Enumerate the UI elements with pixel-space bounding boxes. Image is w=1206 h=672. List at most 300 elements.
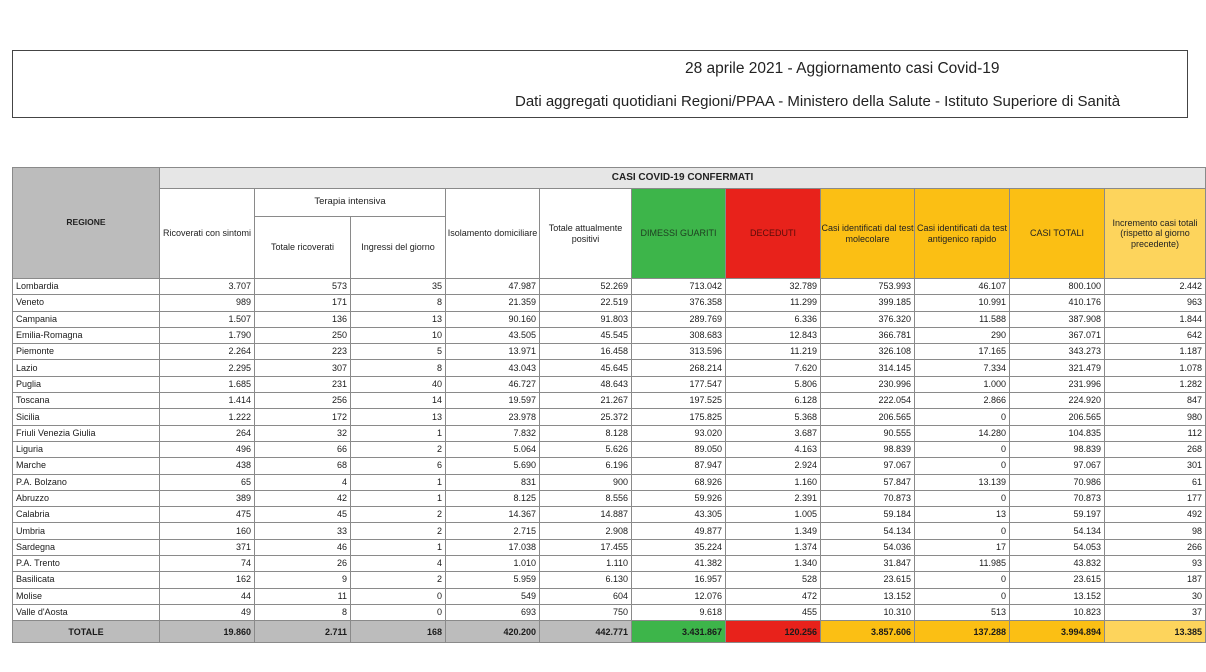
data-cell: 14.280 — [915, 425, 1010, 441]
data-cell: 0 — [915, 572, 1010, 588]
data-cell: 87.947 — [632, 458, 726, 474]
data-cell: 1 — [351, 425, 446, 441]
data-cell: 21.267 — [540, 393, 632, 409]
table-row — [13, 327, 1206, 343]
column-header-ricoverati: Ricoverati con sintomi — [160, 189, 255, 279]
table-row — [13, 409, 1206, 425]
region-cell: Basilicata — [13, 572, 160, 588]
data-cell: 17.038 — [446, 539, 540, 555]
region-cell: Veneto — [13, 295, 160, 311]
data-cell: 268.214 — [632, 360, 726, 376]
data-cell: 0 — [351, 588, 446, 604]
data-cell: 175.825 — [632, 409, 726, 425]
data-cell: 3.707 — [160, 279, 255, 295]
region-cell: Puglia — [13, 376, 160, 392]
data-cell: 2.715 — [446, 523, 540, 539]
data-cell: 46.727 — [446, 376, 540, 392]
data-cell: 93 — [1105, 556, 1206, 572]
data-cell: 1.110 — [540, 556, 632, 572]
data-cell: 223 — [255, 344, 351, 360]
data-cell: 13 — [915, 507, 1010, 523]
data-cell: 13.139 — [915, 474, 1010, 490]
data-cell: 32.789 — [726, 279, 821, 295]
column-header-test-antigenico: Casi identificati da test antigenico rapido — [915, 189, 1010, 279]
data-cell: 160 — [160, 523, 255, 539]
data-cell: 13.152 — [1010, 588, 1105, 604]
region-cell: Abruzzo — [13, 490, 160, 506]
data-cell: 171 — [255, 295, 351, 311]
total-cell: 168 — [351, 621, 446, 643]
table-row — [13, 295, 1206, 311]
data-cell: 268 — [1105, 441, 1206, 457]
column-header-dimessi-guariti: DIMESSI GUARITI — [632, 189, 726, 279]
data-cell: 35 — [351, 279, 446, 295]
table-row — [13, 311, 1206, 327]
total-label: TOTALE — [13, 621, 160, 643]
data-cell: 367.071 — [1010, 327, 1105, 343]
data-cell: 17.455 — [540, 539, 632, 555]
data-cell: 11.299 — [726, 295, 821, 311]
data-cell: 31.847 — [821, 556, 915, 572]
data-cell: 387.908 — [1010, 311, 1105, 327]
data-cell: 22.519 — [540, 295, 632, 311]
data-cell: 301 — [1105, 458, 1206, 474]
data-cell: 642 — [1105, 327, 1206, 343]
data-cell: 1.507 — [160, 311, 255, 327]
data-cell: 37 — [1105, 604, 1206, 620]
data-cell: 1.374 — [726, 539, 821, 555]
region-cell: Friuli Venezia Giulia — [13, 425, 160, 441]
data-cell: 70.873 — [1010, 490, 1105, 506]
data-cell: 5.064 — [446, 441, 540, 457]
data-cell: 573 — [255, 279, 351, 295]
data-cell: 98.839 — [821, 441, 915, 457]
data-cell: 3.687 — [726, 425, 821, 441]
data-cell: 1.349 — [726, 523, 821, 539]
data-cell: 9.618 — [632, 604, 726, 620]
column-header-totale-ricoverati: Totale ricoverati — [255, 217, 351, 279]
table-row — [13, 490, 1206, 506]
data-cell: 1 — [351, 539, 446, 555]
data-cell: 256 — [255, 393, 351, 409]
data-cell: 1.000 — [915, 376, 1010, 392]
data-cell: 604 — [540, 588, 632, 604]
region-cell: Liguria — [13, 441, 160, 457]
data-cell: 222.054 — [821, 393, 915, 409]
data-cell: 97.067 — [1010, 458, 1105, 474]
data-cell: 11.219 — [726, 344, 821, 360]
data-cell: 68 — [255, 458, 351, 474]
total-cell: 3.857.606 — [821, 621, 915, 643]
region-cell: Calabria — [13, 507, 160, 523]
data-cell: 59.926 — [632, 490, 726, 506]
data-cell: 13 — [351, 409, 446, 425]
total-cell: 13.385 — [1105, 621, 1206, 643]
data-cell: 90.160 — [446, 311, 540, 327]
data-cell: 89.050 — [632, 441, 726, 457]
data-cell: 11.588 — [915, 311, 1010, 327]
data-cell: 65 — [160, 474, 255, 490]
data-cell: 713.042 — [632, 279, 726, 295]
data-cell: 1.685 — [160, 376, 255, 392]
data-cell: 1.282 — [1105, 376, 1206, 392]
data-cell: 0 — [915, 490, 1010, 506]
terapia-intensiva-header: Terapia intensiva — [255, 189, 446, 217]
data-cell: 5 — [351, 344, 446, 360]
data-cell: 8 — [351, 295, 446, 311]
data-cell: 23.615 — [1010, 572, 1105, 588]
data-cell: 49.877 — [632, 523, 726, 539]
region-cell: Lombardia — [13, 279, 160, 295]
data-cell: 46.107 — [915, 279, 1010, 295]
data-cell: 30 — [1105, 588, 1206, 604]
data-cell: 5.626 — [540, 441, 632, 457]
data-cell: 26 — [255, 556, 351, 572]
data-cell: 549 — [446, 588, 540, 604]
data-cell: 472 — [726, 588, 821, 604]
data-cell: 13.971 — [446, 344, 540, 360]
data-cell: 47.987 — [446, 279, 540, 295]
data-cell: 32 — [255, 425, 351, 441]
data-cell: 177 — [1105, 490, 1206, 506]
data-cell: 10 — [351, 327, 446, 343]
data-cell: 12.076 — [632, 588, 726, 604]
data-cell: 8.125 — [446, 490, 540, 506]
total-cell: 19.860 — [160, 621, 255, 643]
data-cell: 2.866 — [915, 393, 1010, 409]
data-cell: 399.185 — [821, 295, 915, 311]
data-cell: 11 — [255, 588, 351, 604]
data-cell: 513 — [915, 604, 1010, 620]
data-cell: 492 — [1105, 507, 1206, 523]
table-row — [13, 556, 1206, 572]
data-cell: 35.224 — [632, 539, 726, 555]
data-cell: 14.887 — [540, 507, 632, 523]
data-cell: 206.565 — [821, 409, 915, 425]
data-cell: 5.368 — [726, 409, 821, 425]
data-cell: 831 — [446, 474, 540, 490]
column-header-incremento: Incremento casi totali (rispetto al giorno precedente) — [1105, 189, 1206, 279]
data-cell: 11.985 — [915, 556, 1010, 572]
data-cell: 41.382 — [632, 556, 726, 572]
data-cell: 455 — [726, 604, 821, 620]
data-cell: 49 — [160, 604, 255, 620]
table-row — [13, 376, 1206, 392]
data-cell: 366.781 — [821, 327, 915, 343]
total-cell: 3.994.894 — [1010, 621, 1105, 643]
data-cell: 136 — [255, 311, 351, 327]
data-cell: 104.835 — [1010, 425, 1105, 441]
data-cell: 7.334 — [915, 360, 1010, 376]
data-cell: 14.367 — [446, 507, 540, 523]
total-cell: 120.256 — [726, 621, 821, 643]
data-cell: 70.873 — [821, 490, 915, 506]
data-cell: 54.134 — [821, 523, 915, 539]
data-cell: 10.310 — [821, 604, 915, 620]
data-cell: 2.295 — [160, 360, 255, 376]
table-row — [13, 507, 1206, 523]
data-cell: 963 — [1105, 295, 1206, 311]
data-cell: 93.020 — [632, 425, 726, 441]
total-row — [13, 621, 1206, 643]
data-cell: 45.645 — [540, 360, 632, 376]
table-row — [13, 360, 1206, 376]
data-cell: 1.340 — [726, 556, 821, 572]
data-cell: 48.643 — [540, 376, 632, 392]
data-cell: 321.479 — [1010, 360, 1105, 376]
data-cell: 45.545 — [540, 327, 632, 343]
region-cell: P.A. Trento — [13, 556, 160, 572]
data-cell: 1.010 — [446, 556, 540, 572]
data-cell: 326.108 — [821, 344, 915, 360]
table-row — [13, 279, 1206, 295]
data-cell: 12.843 — [726, 327, 821, 343]
data-cell: 1.844 — [1105, 311, 1206, 327]
data-cell: 800.100 — [1010, 279, 1105, 295]
region-cell: Lazio — [13, 360, 160, 376]
data-cell: 1.187 — [1105, 344, 1206, 360]
data-cell: 8 — [255, 604, 351, 620]
data-cell: 376.320 — [821, 311, 915, 327]
data-cell: 410.176 — [1010, 295, 1105, 311]
table-body — [13, 279, 1206, 621]
data-cell: 46 — [255, 539, 351, 555]
region-cell: Campania — [13, 311, 160, 327]
data-cell: 17.165 — [915, 344, 1010, 360]
data-cell: 1 — [351, 490, 446, 506]
column-header-region: REGIONE — [13, 168, 160, 279]
data-cell: 0 — [915, 441, 1010, 457]
data-cell: 2.442 — [1105, 279, 1206, 295]
column-header-test-molecolare: Casi identificati dal test molecolare — [821, 189, 915, 279]
data-cell: 438 — [160, 458, 255, 474]
data-cell: 23.978 — [446, 409, 540, 425]
data-cell: 1.005 — [726, 507, 821, 523]
data-cell: 9 — [255, 572, 351, 588]
data-cell: 6.128 — [726, 393, 821, 409]
data-cell: 43.505 — [446, 327, 540, 343]
table-row — [13, 604, 1206, 620]
data-cell: 13 — [351, 311, 446, 327]
data-cell: 97.067 — [821, 458, 915, 474]
region-cell: P.A. Bolzano — [13, 474, 160, 490]
data-cell: 4 — [255, 474, 351, 490]
data-cell: 45 — [255, 507, 351, 523]
data-cell: 2.391 — [726, 490, 821, 506]
data-cell: 0 — [351, 604, 446, 620]
data-cell: 42 — [255, 490, 351, 506]
data-cell: 61 — [1105, 474, 1206, 490]
region-cell: Emilia-Romagna — [13, 327, 160, 343]
data-cell: 496 — [160, 441, 255, 457]
data-cell: 23.615 — [821, 572, 915, 588]
data-cell: 4.163 — [726, 441, 821, 457]
data-cell: 266 — [1105, 539, 1206, 555]
data-cell: 33 — [255, 523, 351, 539]
region-cell: Toscana — [13, 393, 160, 409]
data-cell: 0 — [915, 588, 1010, 604]
data-cell: 2 — [351, 507, 446, 523]
data-cell: 750 — [540, 604, 632, 620]
data-cell: 10.823 — [1010, 604, 1105, 620]
data-cell: 1 — [351, 474, 446, 490]
data-cell: 389 — [160, 490, 255, 506]
total-cell: 420.200 — [446, 621, 540, 643]
data-cell: 289.769 — [632, 311, 726, 327]
region-cell: Molise — [13, 588, 160, 604]
data-cell: 528 — [726, 572, 821, 588]
column-header-deceduti: DECEDUTI — [726, 189, 821, 279]
total-cell: 2.711 — [255, 621, 351, 643]
data-cell: 43.043 — [446, 360, 540, 376]
data-cell: 70.986 — [1010, 474, 1105, 490]
data-cell: 2.264 — [160, 344, 255, 360]
data-cell: 8 — [351, 360, 446, 376]
column-header-totale-positivi: Totale attualmente positivi — [540, 189, 632, 279]
data-cell: 6.196 — [540, 458, 632, 474]
data-cell: 6.130 — [540, 572, 632, 588]
data-cell: 21.359 — [446, 295, 540, 311]
data-cell: 980 — [1105, 409, 1206, 425]
data-cell: 16.957 — [632, 572, 726, 588]
data-cell: 224.920 — [1010, 393, 1105, 409]
data-cell: 307 — [255, 360, 351, 376]
data-cell: 187 — [1105, 572, 1206, 588]
table-row — [13, 474, 1206, 490]
data-cell: 264 — [160, 425, 255, 441]
table-row — [13, 539, 1206, 555]
table-row — [13, 523, 1206, 539]
report-subtitle: Dati aggregati quotidiani Regioni/PPAA - Ministero della Salute - Istituto Superiore di Sanità — [515, 93, 1121, 110]
data-cell: 0 — [915, 458, 1010, 474]
data-cell: 172 — [255, 409, 351, 425]
table-row — [13, 344, 1206, 360]
data-cell: 54.036 — [821, 539, 915, 555]
data-cell: 17 — [915, 539, 1010, 555]
data-cell: 900 — [540, 474, 632, 490]
data-cell: 6 — [351, 458, 446, 474]
data-cell: 1.160 — [726, 474, 821, 490]
data-cell: 989 — [160, 295, 255, 311]
data-cell: 2.924 — [726, 458, 821, 474]
data-cell: 5.690 — [446, 458, 540, 474]
data-cell: 2 — [351, 441, 446, 457]
data-cell: 177.547 — [632, 376, 726, 392]
region-cell: Valle d'Aosta — [13, 604, 160, 620]
data-cell: 314.145 — [821, 360, 915, 376]
data-cell: 5.959 — [446, 572, 540, 588]
data-cell: 308.683 — [632, 327, 726, 343]
region-cell: Piemonte — [13, 344, 160, 360]
data-cell: 475 — [160, 507, 255, 523]
data-cell: 2 — [351, 572, 446, 588]
table-main-header: CASI COVID-19 CONFERMATI — [160, 168, 1206, 189]
region-cell: Sicilia — [13, 409, 160, 425]
data-cell: 1.790 — [160, 327, 255, 343]
table-row — [13, 425, 1206, 441]
data-cell: 7.620 — [726, 360, 821, 376]
data-cell: 0 — [915, 523, 1010, 539]
data-cell: 1.078 — [1105, 360, 1206, 376]
data-cell: 5.806 — [726, 376, 821, 392]
data-cell: 98 — [1105, 523, 1206, 539]
data-cell: 4 — [351, 556, 446, 572]
report-header — [12, 50, 1188, 118]
data-cell: 230.996 — [821, 376, 915, 392]
data-cell: 6.336 — [726, 311, 821, 327]
table-row — [13, 458, 1206, 474]
data-cell: 16.458 — [540, 344, 632, 360]
region-cell: Umbria — [13, 523, 160, 539]
data-cell: 98.839 — [1010, 441, 1105, 457]
data-cell: 66 — [255, 441, 351, 457]
data-cell: 376.358 — [632, 295, 726, 311]
data-cell: 57.847 — [821, 474, 915, 490]
data-cell: 43.832 — [1010, 556, 1105, 572]
region-cell: Marche — [13, 458, 160, 474]
data-cell: 0 — [915, 409, 1010, 425]
data-cell: 14 — [351, 393, 446, 409]
data-cell: 2 — [351, 523, 446, 539]
column-header-ingressi: Ingressi del giorno — [351, 217, 446, 279]
data-cell: 371 — [160, 539, 255, 555]
data-cell: 54.134 — [1010, 523, 1105, 539]
data-cell: 162 — [160, 572, 255, 588]
data-cell: 197.525 — [632, 393, 726, 409]
data-cell: 43.305 — [632, 507, 726, 523]
data-cell: 290 — [915, 327, 1010, 343]
total-cell: 137.288 — [915, 621, 1010, 643]
data-cell: 231.996 — [1010, 376, 1105, 392]
data-cell: 10.991 — [915, 295, 1010, 311]
table-row — [13, 572, 1206, 588]
total-cell: 442.771 — [540, 621, 632, 643]
data-cell: 112 — [1105, 425, 1206, 441]
table-row — [13, 393, 1206, 409]
data-cell: 2.908 — [540, 523, 632, 539]
data-cell: 343.273 — [1010, 344, 1105, 360]
report-title: 28 aprile 2021 - Aggiornamento casi Covid-19 — [685, 60, 1000, 77]
data-cell: 753.993 — [821, 279, 915, 295]
data-cell: 13.152 — [821, 588, 915, 604]
data-cell: 1.414 — [160, 393, 255, 409]
data-cell: 231 — [255, 376, 351, 392]
data-cell: 68.926 — [632, 474, 726, 490]
data-cell: 847 — [1105, 393, 1206, 409]
data-cell: 59.184 — [821, 507, 915, 523]
data-cell: 206.565 — [1010, 409, 1105, 425]
data-cell: 90.555 — [821, 425, 915, 441]
data-cell: 54.053 — [1010, 539, 1105, 555]
covid-cases-table — [12, 167, 1206, 643]
data-cell: 250 — [255, 327, 351, 343]
data-cell: 52.269 — [540, 279, 632, 295]
total-cell: 3.431.867 — [632, 621, 726, 643]
data-cell: 7.832 — [446, 425, 540, 441]
table-row — [13, 441, 1206, 457]
data-cell: 25.372 — [540, 409, 632, 425]
data-cell: 19.597 — [446, 393, 540, 409]
data-cell: 44 — [160, 588, 255, 604]
column-header-casi-totali: CASI TOTALI — [1010, 189, 1105, 279]
table-row — [13, 588, 1206, 604]
column-header-isolamento: Isolamento domiciliare — [446, 189, 540, 279]
data-cell: 8.556 — [540, 490, 632, 506]
data-cell: 313.596 — [632, 344, 726, 360]
data-cell: 1.222 — [160, 409, 255, 425]
data-cell: 8.128 — [540, 425, 632, 441]
data-cell: 59.197 — [1010, 507, 1105, 523]
